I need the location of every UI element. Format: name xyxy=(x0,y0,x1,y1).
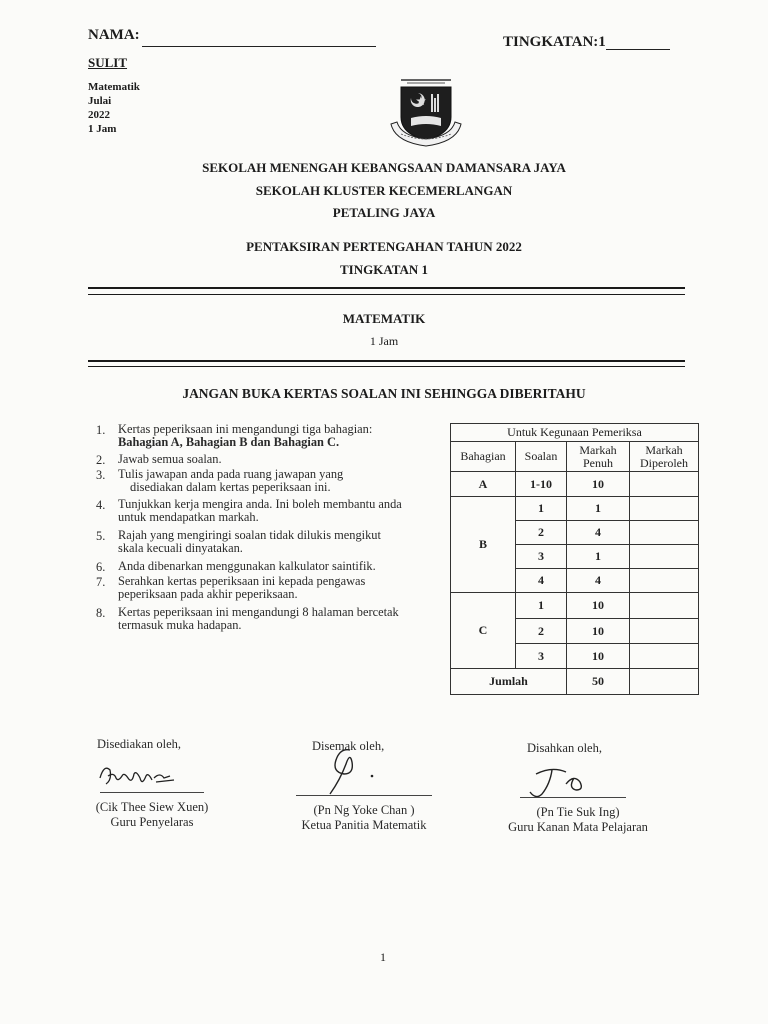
obtained-mark-cell[interactable] xyxy=(630,521,699,545)
header-bahagian: Bahagian xyxy=(451,442,516,472)
instruction-line: Rajah yang mengiringi soalan tidak dilukis mengikut xyxy=(118,528,381,542)
question-cell: 3 xyxy=(516,545,567,569)
signatory-role: Ketua Panitia Matematik xyxy=(301,818,427,832)
question-cell: 1 xyxy=(516,593,567,619)
instruction-item xyxy=(118,560,448,573)
school-name: SEKOLAH MENENGAH KEBANGSAAN DAMANSARA JAYA xyxy=(202,160,566,175)
divider-bottom-1 xyxy=(88,360,685,362)
instruction-number: 3. xyxy=(96,468,106,482)
divider-top-2 xyxy=(88,294,685,295)
question-cell: 1 xyxy=(516,497,567,521)
instruction-item xyxy=(118,498,448,524)
instruction-line: skala kecuali dinyatakan. xyxy=(118,541,243,555)
header-markah-penuh: Markah Penuh xyxy=(567,442,630,472)
tingkatan-label: TINGKATAN:1 xyxy=(503,34,606,50)
question-cell: 1-10 xyxy=(516,472,567,497)
prepared-by-label: Disediakan oleh, xyxy=(97,737,182,751)
instruction-item xyxy=(118,423,448,449)
total-label: Jumlah xyxy=(451,669,567,695)
signature-line xyxy=(520,797,626,798)
full-mark-cell: 10 xyxy=(567,619,630,644)
meta-month: Julai xyxy=(88,95,112,107)
obtained-mark-cell[interactable] xyxy=(630,545,699,569)
signatory-name: (Cik Thee Siew Xuen) xyxy=(95,800,209,814)
paper-meta xyxy=(88,80,140,136)
instruction-line: Anda dibenarkan menggunakan kalkulator saintifik. xyxy=(118,559,376,573)
instruction-item xyxy=(118,468,448,494)
instruction-line: disediakan dalam kertas peperiksaan ini. xyxy=(130,480,331,494)
instruction-number: 7. xyxy=(96,575,106,589)
instruction-number: 1. xyxy=(96,423,106,437)
signature-prepared xyxy=(90,758,190,794)
total-full-mark: 50 xyxy=(567,669,630,695)
signatory-role: Guru Penyelaras xyxy=(110,815,194,829)
instruction-number: 8. xyxy=(96,606,106,620)
signature-checked xyxy=(300,742,400,798)
full-mark-cell: 4 xyxy=(567,521,630,545)
subject-title: MATEMATIK xyxy=(342,311,426,326)
header-soalan: Soalan xyxy=(516,442,567,472)
section-b: B xyxy=(451,497,516,593)
form-title: TINGKATAN 1 xyxy=(340,262,428,277)
question-cell: 2 xyxy=(516,619,567,644)
full-mark-cell: 1 xyxy=(567,545,630,569)
obtained-mark-cell[interactable] xyxy=(630,497,699,521)
meta-subject: Matematik xyxy=(88,81,140,93)
instruction-line: Bahagian A, Bahagian B dan Bahagian C. xyxy=(118,435,340,449)
instruction-line: untuk mendapatkan markah. xyxy=(118,510,259,524)
page-number: 1 xyxy=(380,950,386,964)
header-markah-diperoleh: Markah Diperoleh xyxy=(630,442,699,472)
instruction-item xyxy=(118,606,448,632)
instruction-number: 5. xyxy=(96,529,106,543)
signatory-name: (Pn Tie Suk Ing) xyxy=(536,805,620,819)
section-c: C xyxy=(451,593,516,669)
total-obtained-cell[interactable] xyxy=(630,669,699,695)
obtained-mark-cell[interactable] xyxy=(630,619,699,644)
instruction-line: Kertas peperiksaan ini mengandungi tiga bahagian: xyxy=(118,422,373,436)
question-cell: 4 xyxy=(516,569,567,593)
approved-by-label: Disahkan oleh, xyxy=(527,741,602,755)
instruction-number: 2. xyxy=(96,453,106,467)
signature-line xyxy=(100,792,204,793)
checked-by-label: Disemak oleh, xyxy=(312,739,385,753)
instruction-line: Serahkan kertas peperiksaan ini kepada pengawas xyxy=(118,574,366,588)
instruction-line: termasuk muka hadapan. xyxy=(118,618,242,632)
obtained-mark-cell[interactable] xyxy=(630,472,699,497)
instruction-line: Tulis jawapan anda pada ruang jawapan yang xyxy=(118,467,344,481)
meta-year: 2022 xyxy=(88,109,110,121)
full-mark-cell: 10 xyxy=(567,472,630,497)
examiner-marks-table xyxy=(450,423,699,695)
instruction-item xyxy=(118,453,448,466)
instruction-line: Jawab semua soalan. xyxy=(118,452,222,466)
prepared-by-block xyxy=(60,800,244,830)
city-title: PETALING JAYA xyxy=(332,205,436,220)
tingkatan-blank-line xyxy=(606,49,670,50)
full-mark-cell: 10 xyxy=(567,644,630,669)
obtained-mark-cell[interactable] xyxy=(630,644,699,669)
signatory-role: Guru Kanan Mata Pelajaran xyxy=(508,820,648,834)
instruction-number: 4. xyxy=(96,498,106,512)
school-crest-logo xyxy=(381,72,471,152)
obtained-mark-cell[interactable] xyxy=(630,569,699,593)
instruction-line: Kertas peperiksaan ini mengandungi 8 halaman bercetak xyxy=(118,605,399,619)
cluster-title: SEKOLAH KLUSTER KECEMERLANGAN xyxy=(255,183,513,198)
full-mark-cell: 1 xyxy=(567,497,630,521)
full-mark-cell: 4 xyxy=(567,569,630,593)
divider-top-1 xyxy=(88,287,685,289)
question-cell: 2 xyxy=(516,521,567,545)
warning-title: JANGAN BUKA KERTAS SOALAN INI SEHINGGA DIBERITAHU xyxy=(182,386,586,401)
nama-blank-line xyxy=(142,46,376,47)
table-caption: Untuk Kegunaan Pemeriksa xyxy=(451,424,699,442)
approved-by-block xyxy=(480,805,676,835)
sulit-label: SULIT xyxy=(88,55,128,70)
instruction-line: peperiksaan pada akhir peperiksaan. xyxy=(118,587,298,601)
nama-label: NAMA: xyxy=(88,27,140,43)
instruction-line: Tunjukkan kerja mengira anda. Ini boleh membantu anda xyxy=(118,497,402,511)
exam-title: PENTAKSIRAN PERTENGAHAN TAHUN 2022 xyxy=(246,239,522,254)
obtained-mark-cell[interactable] xyxy=(630,593,699,619)
divider-bottom-2 xyxy=(88,366,685,367)
question-cell: 3 xyxy=(516,644,567,669)
signatory-name: (Pn Ng Yoke Chan ) xyxy=(313,803,415,817)
meta-duration: 1 Jam xyxy=(88,123,117,135)
instruction-number: 6. xyxy=(96,560,106,574)
checked-by-block xyxy=(274,803,454,833)
full-mark-cell: 10 xyxy=(567,593,630,619)
instruction-item xyxy=(118,529,448,555)
section-a: A xyxy=(451,472,516,497)
instruction-item xyxy=(118,575,448,601)
duration-label: 1 Jam xyxy=(369,334,399,348)
signature-line xyxy=(296,795,432,796)
